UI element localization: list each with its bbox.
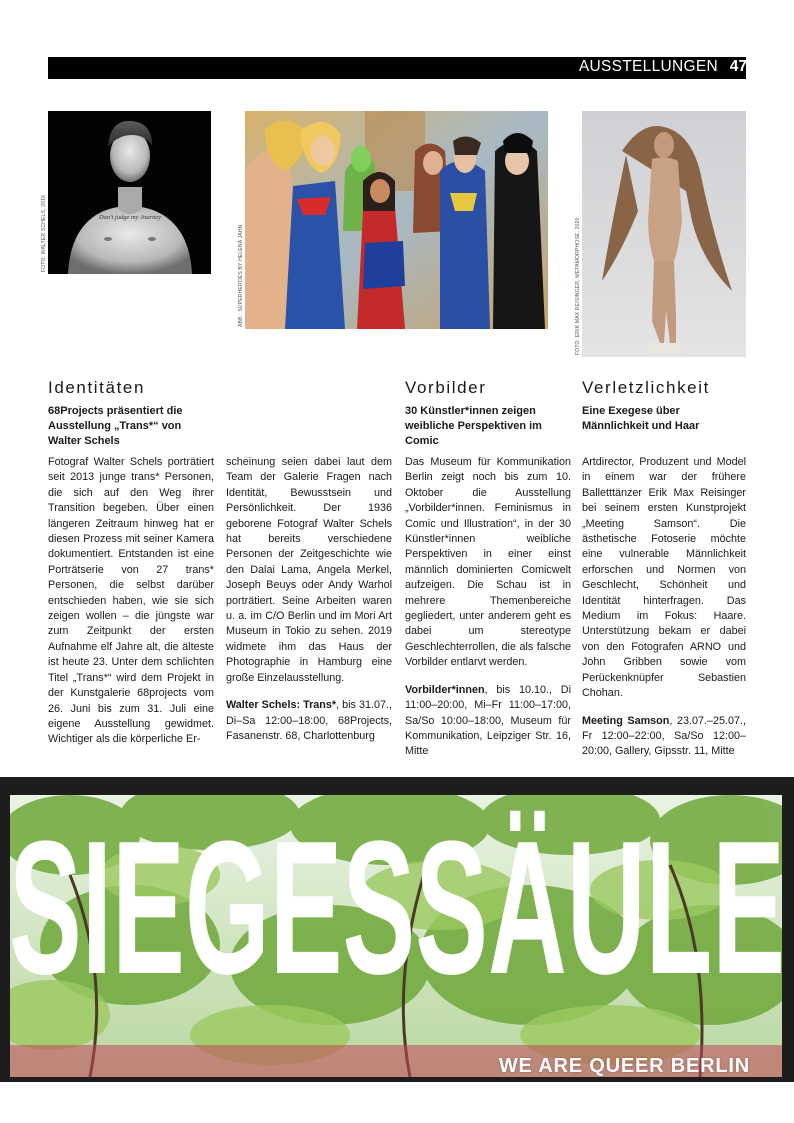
info-text: , bis 10.10., Di 11:00–20:00, Mi–Fr 11:00–17:00, Sa/So 10:00–18:00, Museum für Kommunikation, Leipziger Str. 16, Mitte [405,683,571,758]
info-block [405,683,571,760]
info-label: Walter Schels: Trans* [226,699,337,712]
info-block [226,698,392,744]
article-body-identitaeten-col2 [226,455,392,744]
article-subtitle-vorbilder: 30 Künstler*innen zeigen weibliche Perspektiven im Comic [405,405,542,447]
info-text: , bis 31.07., Di–Sa 12:00–18:00, 68Projects, Fasanenstr. 68, Charlottenburg [226,699,392,742]
page-number: 47 [729,58,747,75]
body-text: scheinung seien dabei laut dem Team der Galerie Fragen nach Identität, Bewusstsein und Persönlichkeit. Der 1936 geborene Fotograf Walter Schels hat bereits verschiedene Personen der Zeitgeschichte wie den Dalai Lama, Angela Merkel, Joseph Beuys oder Andy Warhol porträtiert. Seine Arbeiten waren u. a. im C/O Berlin und im Mori Art Museum in Tokio zu sehen. 2019 widmete ihm das Haus der Photographie in Hamburg eine große Einzelausstellung. [226,456,392,684]
article-body-verletzlichkeit [582,455,746,760]
comic-painting [245,111,548,329]
article-body-identitaeten-col1 [48,455,214,748]
photo-credit-3: FOTO: ERIK MAX REISINGER, METAMORPHOSE, 2020 [575,217,581,355]
info-label: Meeting Samson [582,714,670,727]
ad-tagline: WE ARE QUEER BERLIN [498,1055,750,1077]
article-subtitle-verletzlichkeit: Eine Exegese über Männlichkeit und Haar [582,405,700,432]
info-label: Vorbilder*innen [405,683,485,696]
masthead-text: SIEGESSÄULE [9,802,785,1014]
section-header-bar [48,57,746,79]
long-hair-photo [582,111,746,357]
info-text: , 23.07.–25.07., Fr 12:00–22:00, Sa/So 12:00–20:00, Gallery, Gipsstr. 11, Mitte [582,714,746,758]
body-text: Artdirector, Produzent und Model in einem war der frühere Balletttänzer Erik Max Reisinger bei seinem ersten Kunstprojekt „Meeting Samson“. Die ästhetische Fotoserie möchte eine vulnerable Männlichkeit erforschen und Normen von Geschlecht, Schönheit und Identität hinterfragen. Das Medium im Fokus: Haare. Unterstützung bekam er dabei von den Fotografen ARNO und John Gribben sowie vom Perückenknüpfer Sebastien Chohan. [582,456,746,700]
portrait-photo [48,111,211,274]
body-text: Das Museum für Kommunikation Berlin zeigt noch bis zum 10. Oktober die Ausstellung „Vorbilder*innen. Feminismus in Comic und Illustration“, in der 30 Künstler*innen weibliche Perspektiven in einer einst männlich dominierten Comicwelt aufzeigen. Die Schau ist in mehrere Themenbereiche gegliedert, unter anderem geht es dabei um stereotype Geschlechterrollen, die als falsche Vorbilder entlarvt werden. [405,456,571,669]
article-body-vorbilder [405,455,571,760]
tattoo-text: Don't judge my Journey [98,214,162,221]
article-title-verletzlichkeit: Verletzlichkeit [582,378,710,397]
photo-credit-2: ABB.: SUPERHEROES BY HELENA JAHN [238,224,244,327]
article-title-vorbilder: Vorbilder [405,378,487,397]
section-title: AUSSTELLUNGEN [578,58,718,75]
siegessaeule-ad [0,777,794,1123]
photo-credit-1: FOTO: WALTER SCHELS, 2016 [41,194,47,272]
article-subtitle-identitaeten: 68Projects präsentiert die Ausstellung „Trans*“ von Walter Schels [48,405,183,447]
ad-frame [0,777,794,1082]
article-title-identitaeten: Identitäten [48,378,145,397]
body-text: Fotograf Walter Schels porträtiert seit 2013 junge trans* Personen, die sich auf den Weg ihrer Transition begeben. Über einen längeren Zeitraum hinweg hat er diesen Prozess mit seiner Kamera dokumentiert. Entstanden ist eine Porträtserie von 27 trans* Personen, die selbst darüber entschieden haben, wie sie sich zeigen wollen – die jüngste war zum Zeitpunkt der ersten Aufnahme elf Jahre alt, die älteste ist heute 23. Unter dem schlichten Titel „Trans*“ wird dem Projekt in der Kunstgalerie 68projects vom 26. Juni bis zum 31. Juli eine eigene Ausstellung gewidmet. Wichtiger als die körperliche Er- [48,456,214,746]
masthead-logo [0,783,794,1014]
info-block [582,714,746,760]
